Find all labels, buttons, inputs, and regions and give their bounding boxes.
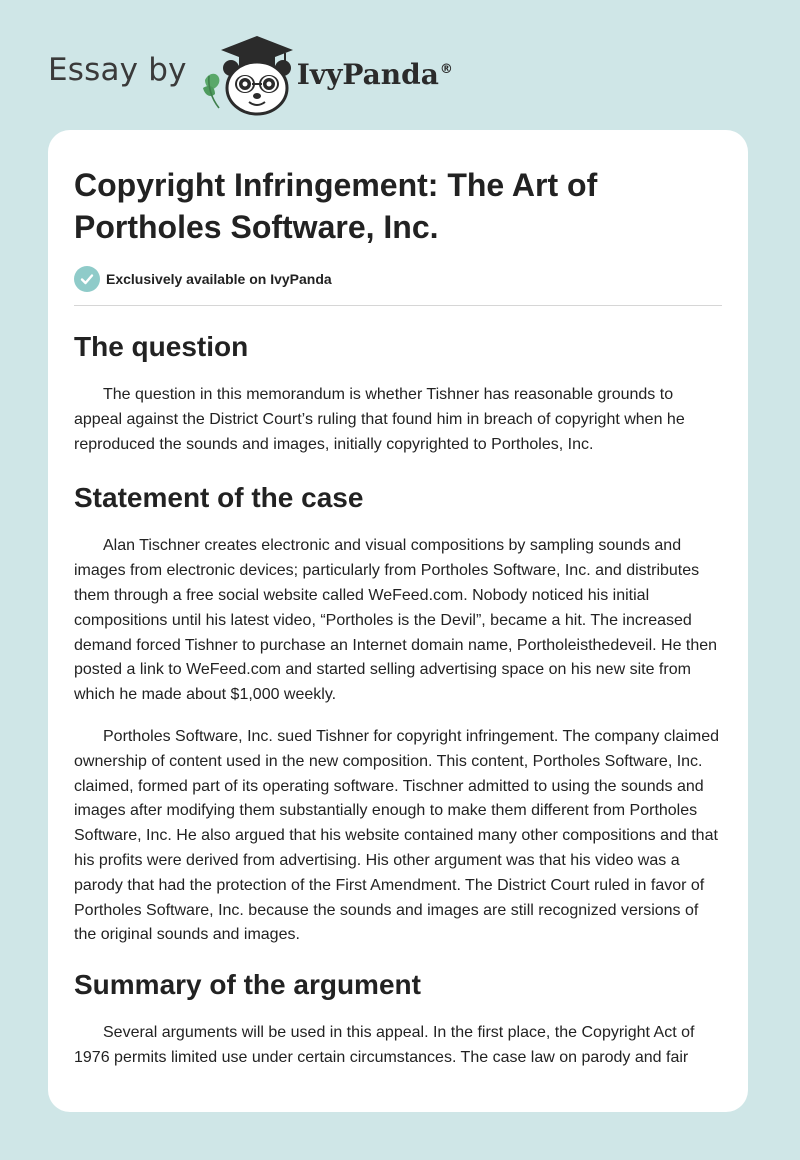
section-paragraph: The question in this memorandum is whether Tishner has reasonable grounds to appeal against the District Court’s ruling that found him in breach of copyright when he reproduced the sounds and images, initially copyrighted to Portholes, Inc. [74, 386, 685, 453]
panda-logo-icon[interactable] [199, 28, 295, 118]
brand-prefix: Essay by [48, 52, 187, 88]
exclusive-badge [74, 266, 722, 292]
check-icon [74, 266, 100, 292]
brand-header [48, 28, 453, 118]
section-paragraph: Alan Tischner creates electronic and visual compositions by sampling sounds and images from electronic devices; particularly from Portholes Software, Inc. and distributes them through a free social website called WeFeed.com. Nobody noticed his initial compositions until his latest video, “Portholes is the Devil”, became a hit. The increased demand forced Tishner to purchase an Internet domain name, Portholeisthedeveil. He then posted a link to WeFeed.com and started selling advertising space on his new site from which he made about $1,000 weekly. [74, 537, 718, 704]
essay-card [48, 130, 748, 1112]
essay-title: Copyright Infringement: The Art of Portholes Software, Inc. [74, 167, 598, 245]
section-heading-summary: Summary of the argument [74, 969, 421, 1001]
section-heading-statement: Statement of the case [74, 482, 364, 514]
section-paragraph: Several arguments will be used in this appeal. In the first place, the Copyright Act of 1976 permits limited use under certain circumstances. The case law on parody and fair [74, 1024, 695, 1066]
section-heading-question: The question [74, 331, 249, 362]
brand-name-text: IvyPanda [296, 57, 439, 91]
title-divider [74, 305, 722, 306]
exclusive-badge-text: Exclusively available on IvyPanda [106, 271, 332, 287]
brand-name [297, 58, 453, 91]
registered-mark: ® [439, 62, 453, 78]
section-paragraph: Portholes Software, Inc. sued Tishner for copyright infringement. The company claimed ownership of content used in the new composition. This content, Portholes Software, Inc. claimed, formed part of its operating software. Tischner admitted to using the sounds and images after modifying them substantially enough to make them different from Portholes Software, Inc. He also argued that his website contained many other compositions and that his profits were derived from advertising. His other argument was that his video was a parody that had the protection of the First Amendment. The District Court ruled in favor of Portholes Software, Inc. because the sounds and images are still recognized versions of the original sounds and images. [74, 727, 720, 944]
